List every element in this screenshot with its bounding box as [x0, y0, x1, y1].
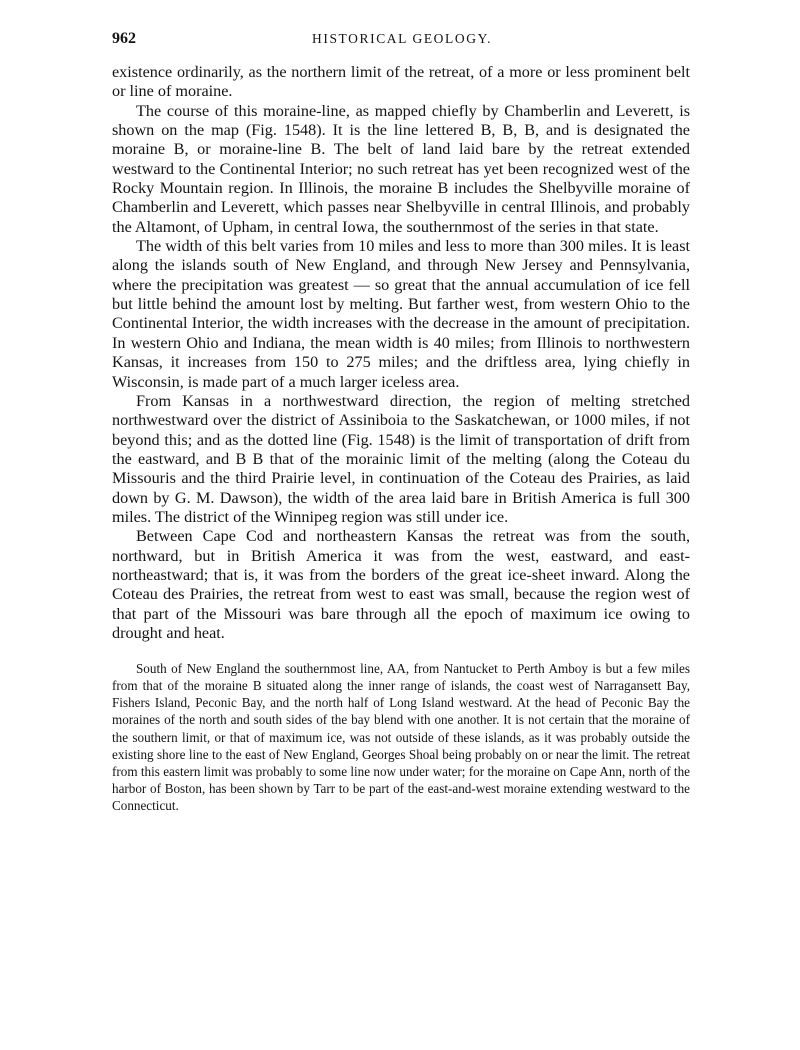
footnote: [112, 660, 690, 813]
paragraph-belt-width: The width of this belt varies from 10 miles and less to more than 300 miles. It is least along the islands south of New England, and through New Jersey and Pennsylvania, where the precipitation was greatest — so great that the annual accumulation of ice fell but little behind the amount lost by melting. But farther west, from western Ohio to the Continental Interior, the width increases with the decrease in the amount of precipitation. In western Ohio and Indiana, the mean width is 40 miles; from Illinois to northwestern Kansas, it increases from 150 to 275 miles; and the driftless area, lying chiefly in Wisconsin, is made part of a much larger iceless area.: [112, 237, 690, 391]
paragraph-retreat-direction: Between Cape Cod and northeastern Kansas the retreat was from the south, northward, but in British America it was from the west, eastward, and east-northeastward; that is, it was from the borders of the great ice-sheet inward. Along the Coteau des Prairies, the retreat from west to east was small, because the region west of that part of the Missouri was bare through all the epoch of maximum ice owing to drought and heat.: [112, 527, 690, 642]
paragraph-moraine-course: The course of this moraine-line, as mapped chiefly by Chamberlin and Leverett, is shown on the map (Fig. 1548). It is the line lettered B, B, B, and is designated the moraine B, or moraine-line B. The belt of land laid bare by the retreat extended westward to the Continental Interior; no such retreat has yet been recognized west of the Rocky Mountain region. In Illinois, the moraine B includes the Shelbyville moraine of Chamberlin and Leverett, which passes near Shelbyville in central Illinois, and probably the Altamont, of Upham, in central Iowa, the southernmost of the series in that state.: [112, 101, 690, 236]
footnote-text: South of New England the southernmost line, AA, from Nantucket to Perth Amboy is but a few miles from that of the moraine B situated along the inner range of islands, the coast west of Narragansett Bay, Fishers Island, Peconic Bay, and the north half of Long Island westward. At the head of Peconic Bay the moraines of the north and south sides of the bay blend with one another. It is not certain that the moraine of the southern limit, or that of maximum ice, was not outside of these islands, as it was probably outside the existing shore line to the east of New England, Georges Shoal being probably on or near the limit. The retreat from this eastern limit was probably to some line now under water; for the moraine on Cape Ann, north of the harbor of Boston, has been shown by Tarr to be part of the east-and-west moraine extending westward to the Connecticut.: [112, 661, 690, 813]
body-text: [112, 63, 690, 643]
paragraph-kansas-northwest: From Kansas in a northwestward direction, the region of melting stretched northwestward over the district of Assiniboia to the Saskatchewan, or 1000 miles, if not beyond this; and as the dotted line (Fig. 1548) is the limit of transportation of drift from the eastward, and B B that of the morainic limit of the melting (along the Coteau du Missouris and the third Prairie level, in continuation of the Coteau des Prairies, as laid down by G. M. Dawson), the width of the area laid bare in British America is full 300 miles. The district of the Winnipeg region was still under ice.: [112, 391, 690, 526]
running-head: [112, 30, 690, 54]
book-page: [112, 30, 690, 814]
page-number: 962: [112, 30, 136, 47]
paragraph-continuation: existence ordinarily, as the northern limit of the retreat, of a more or less prominent belt or line of moraine.: [112, 63, 690, 101]
page-header-title: HISTORICAL GEOLOGY.: [312, 31, 493, 46]
